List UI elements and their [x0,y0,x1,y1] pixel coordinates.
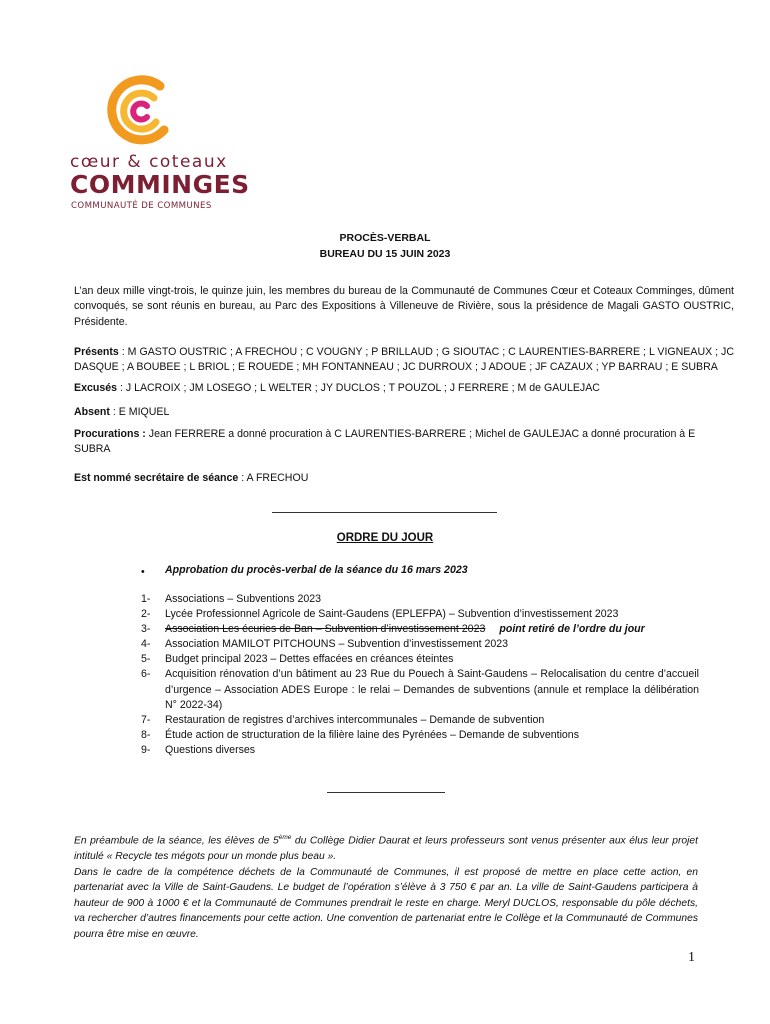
agenda-item-number: 5- [141,653,151,666]
agenda-item-withdrawn [141,622,699,637]
presents-label: Présents [74,346,119,358]
logo-line-1: cœur & coteaux [70,152,228,172]
procurations-text: Jean FERRERE a donné procuration à C LAURENTIES-BARRERE ; Michel de GAULEJAC a donné procuration à E SUBRA [74,428,696,456]
agenda-title: ORDRE DU JOUR [336,532,434,544]
agenda-item-number: 9- [141,743,151,756]
agenda-item [141,713,699,728]
agenda-list [141,592,699,758]
separator-rule-short [327,792,445,793]
preamble-superscript: ème [278,834,292,841]
logo-line-3: COMMUNAUTÉ DE COMMUNES [71,201,212,211]
procurations-label: Procurations : [74,428,146,440]
agenda-item-number: 6- [141,668,151,681]
absent-label: Absent [74,406,110,418]
agenda-item-number: 2- [141,608,151,621]
agenda-item [141,637,699,652]
agenda-approbation: Approbation du procès-verbal de la séance du 16 mars 2023 [165,564,468,576]
agenda-item [141,667,699,712]
preamble-text: du Collège Didier Daurat et leurs professeurs sont venus présenter aux élus leur projet intitulé « Recycle tes mégots pour un monde plus beau ». [74,835,698,863]
intro-paragraph: L’an deux mille vingt-trois, le quinze juin, les membres du bureau de la Communauté de Communes Cœur et Coteaux Comminges, dûment convoqués, se sont réunis en bureau, au Parc des Expositions à Villeneuve de Rivière, sous la présidence de Magali GASTO OUSTRIC, Présidente. [74,285,734,328]
excuses-label: Excusés [74,382,117,394]
separator-rule [272,512,497,513]
agenda-item-text: Lycée Professionnel Agricole de Saint-Gaudens (EPLEFPA) – Subvention d’investissement 2023 [165,608,619,621]
agenda-item-text-struck: Association Les écuries de Ban – Subvention d’investissement 2023 [165,623,486,636]
preamble-text: En préambule de la séance, les élèves de 5 [74,835,279,847]
agenda-item-number: 1- [141,593,151,605]
document-title: PROCÈS-VERBAL [339,232,431,244]
preamble-paragraph [74,830,698,943]
presents-list: : M GASTO OUSTRIC ; A FRECHOU ; C VOUGNY ; P BRILLAUD ; G SIOUTAC ; C LAURENTIES-BARRERE ; L VIGNEAUX ; JC DASQUE ; A BOUBEE ; L BRIOL ; E ROUEDE ; MH FONTANNEAU ; JC DURROUX ; J ADOUE ; JF CAZAUX ; YP BARRAU ; E SUBRA [74,346,734,374]
agenda-item [141,652,699,667]
page-number: 1 [688,950,695,965]
agenda-item-number: 8- [141,728,151,741]
excuses-list: : J LACROIX ; JM LOSEGO ; L WELTER ; JY DUCLOS ; T POUZOL ; J FERRERE ; M de GAULEJAC [117,382,600,394]
secretaire-label: Est nommé secrétaire de séance [74,472,239,484]
absent-list: : E MIQUEL [109,406,170,418]
agenda-item-withdrawn-note: point retiré de l’ordre du jour [499,623,645,636]
logo-swirl-icon [100,72,180,152]
agenda-item [141,607,699,622]
excuses-paragraph [74,381,734,396]
bullet-glyph: • [141,566,145,578]
agenda-item-text: Acquisition rénovation d’un bâtiment au 23 Rue du Pouech à Saint-Gaudens – Relocalisation du centre d’accueil d’urgence – Association ADES Europe : le relai – Demandes de subventions (annule et remplace la délibération N° 2022-34) [165,668,699,711]
document-subtitle: BUREAU DU 15 JUIN 2023 [319,248,451,260]
agenda-item-text: Associations – Subventions 2023 [165,593,322,605]
agenda-item-number: 3- [141,623,151,636]
agenda-item [141,728,699,743]
presents-paragraph [74,345,734,376]
procurations-paragraph [74,427,704,458]
logo [70,72,250,222]
agenda-item [141,743,699,758]
agenda-item-text: Étude action de structuration de la filière laine des Pyrénées – Demande de subventions [165,728,579,741]
agenda-item-number: 7- [141,713,151,726]
preamble-text-2: Dans le cadre de la compétence déchets de la Communauté de Communes, il est proposé de mettre en place cette action, en partenariat avec la Ville de Saint-Gaudens. Le budget de l’opération s’élève à 3 750 € par an. La ville de Saint-Gaudens participera à hauteur de 900 à 1000 € et la Communauté de Communes prendrait le reste en charge. Meryl DUCLOS, responsable du pôle déchets, va rechercher d’autres financements pour cette action. Une convention de partenariat entre le Collège et la Communauté de Communes pourra être mise en œuvre. [74,866,698,940]
agenda-item-text: Restauration de registres d’archives intercommunales – Demande de subvention [165,713,545,726]
secretaire-paragraph [74,471,734,486]
agenda-item-number: 4- [141,638,151,651]
agenda-item-text: Budget principal 2023 – Dettes effacées en créances éteintes [165,653,454,666]
agenda-item [141,592,699,607]
agenda-item-text: Association MAMILOT PITCHOUNS – Subvention d’investissement 2023 [165,638,509,651]
agenda-item-text: Questions diverses [165,743,256,756]
secretaire-name: : A FRECHOU [238,472,309,484]
absent-paragraph [74,405,734,420]
logo-line-2: COMMINGES [70,170,250,199]
